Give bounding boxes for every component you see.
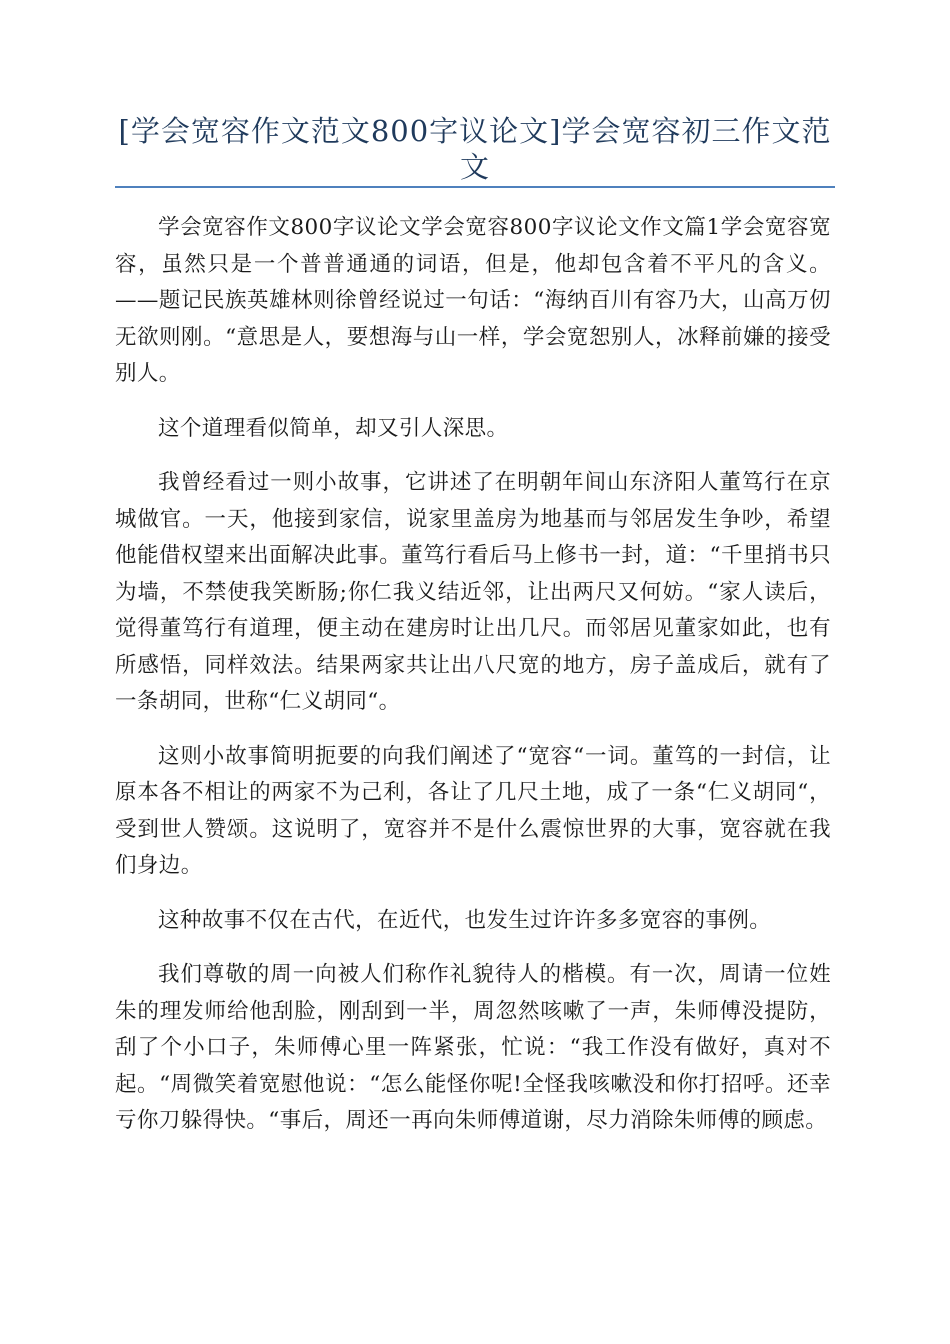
paragraph-3: 我曾经看过一则小故事，它讲述了在明朝年间山东济阳人董笃行在京城做官。一天，他接到家信，说家里盖房为地基而与邻居发生争吵，希望他能借权望来出面解决此事。董笃行看后马上修书一封，道：“千里捎书只为墙，不禁使我笑断肠;你仁我义结近邻，让出两尺又何妨。“家人读后，觉得董笃行有道理，便主动在建房时让出几尺。而邻居见董家如此，也有所感悟，同样效法。结果两家共让出八尺宽的地方，房子盖成后，就有了一条胡同，世称“仁义胡同“。: [115, 470, 831, 714]
paragraph-2: 这个道理看似简单，却又引人深思。: [158, 415, 509, 441]
document-body: [115, 210, 831, 1158]
paragraph-4: 这则小故事简明扼要的向我们阐述了“宽容“一词。董笃的一封信，让原本各不相让的两家不为己利，各让了几尺土地，成了一条“仁义胡同“，受到世人赞颂。这说明了，宽容并不是什么震惊世界的大事，宽容就在我们身边。: [115, 743, 831, 878]
paragraph-6: 我们尊敬的周一向被人们称作礼貌待人的楷模。有一次，周请一位姓朱的理发师给他刮脸，刚刮到一半，周忽然咳嗽了一声，朱师傅没提防，刮了个小口子，朱师傅心里一阵紧张，忙说：“我工作没有做好，真对不起。“周微笑着宽慰他说：“怎么能怪你呢!全怪我咳嗽没和你打招呼。还幸亏你刀躲得快。“事后，周还一再向朱师傅道谢，尽力消除朱师傅的顾虑。: [115, 962, 831, 1133]
document-title: [学会宽容作文范文800字议论文]学会宽容初三作文范文: [118, 114, 832, 184]
paragraph-1: 学会宽容作文800字议论文学会宽容800字议论文作文篇1学会宽容宽容，虽然只是一个普普通通的词语，但是，他却包含着不平凡的含义。——题记民族英雄林则徐曾经说过一句话：“海纳百川有容乃大，山高万仞无欲则刚。“意思是人，要想海与山一样，学会宽恕别人，冰释前嫌的接受别人。: [115, 215, 831, 386]
title-underline: [115, 186, 835, 188]
paragraph-5: 这种故事不仅在古代，在近代，也发生过许许多多宽容的事例。: [158, 907, 772, 933]
